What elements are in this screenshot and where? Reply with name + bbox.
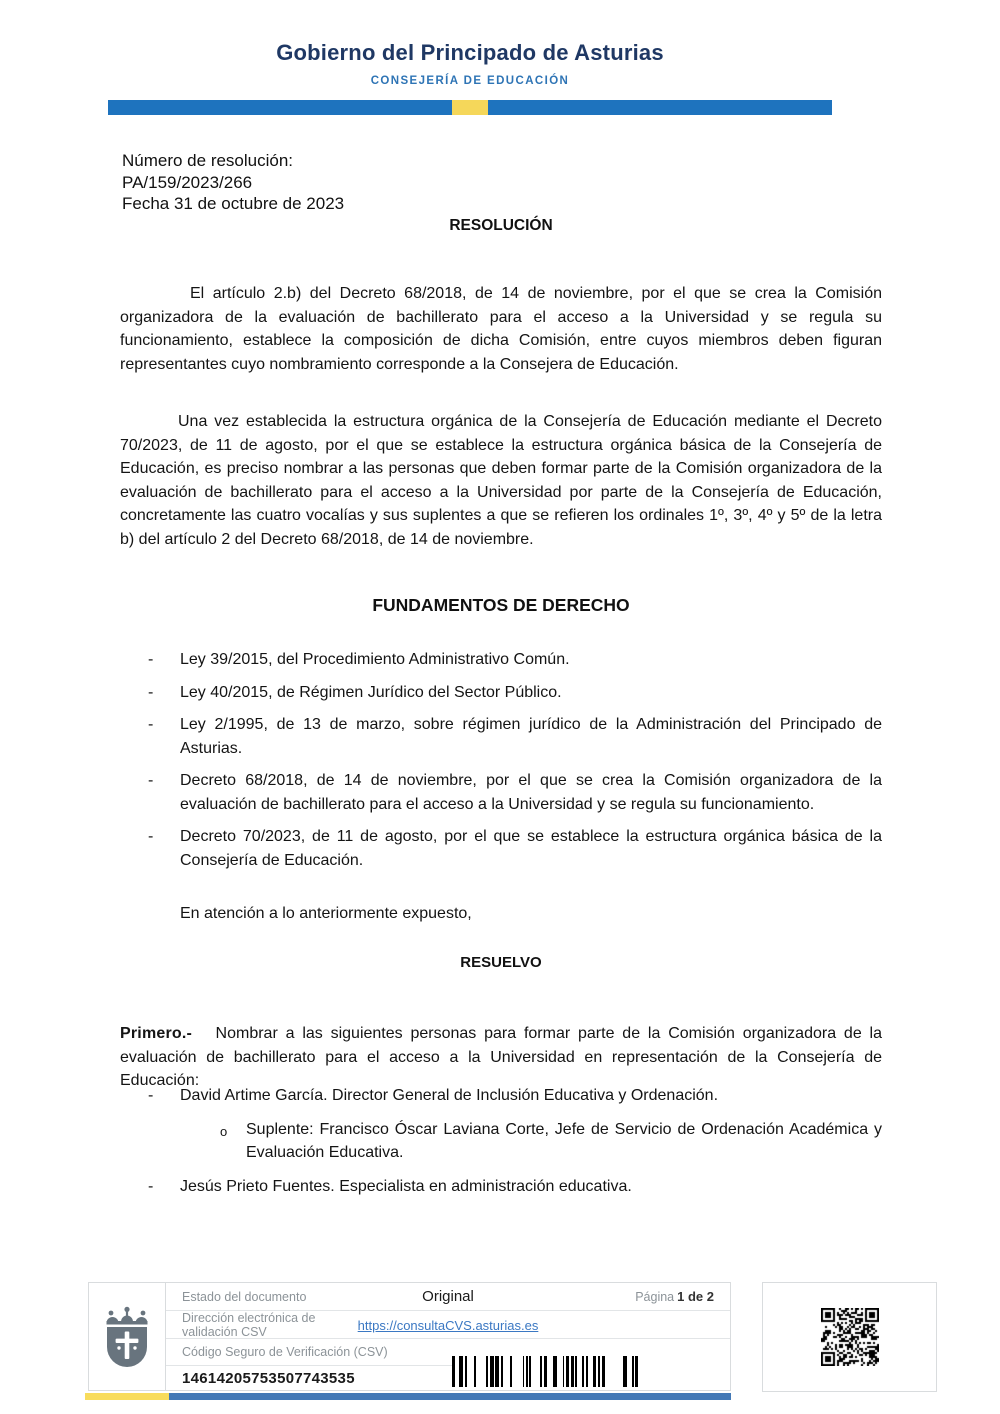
list-item	[120, 681, 882, 705]
asturias-crest	[89, 1283, 166, 1390]
table-row-csv-url	[166, 1311, 730, 1339]
csv-url-label: Dirección electrónica de validación CSV	[182, 1311, 316, 1339]
list-item	[120, 1175, 882, 1199]
substitute-item	[220, 1118, 882, 1165]
department-title: CONSEJERÍA DE EDUCACIÓN	[370, 75, 570, 87]
resolution-number: PA/159/2023/266	[122, 172, 253, 192]
fundamentos-title: FUNDAMENTOS DE DERECHO	[372, 595, 630, 615]
resolution-date: Fecha 31 de octubre de 2023	[122, 194, 345, 213]
csv-validation-link[interactable]: https://consultaCVS.asturias.es	[357, 1317, 539, 1333]
substitute-text: Suplente: Francisco Óscar Laviana Corte, Jefe de Servicio de Ordenación Académica y Evaluación Educativa.	[246, 1120, 882, 1161]
list-item	[120, 769, 882, 816]
header-bar-blue-right	[488, 100, 832, 115]
primero-text: Nombrar a las siguientes personas para formar parte de la Comisión organizadora de la evaluación de bachillerato para el acceso a la Universidad en representación de la Consejería de Educación:	[120, 1025, 883, 1089]
appointment-text: David Artime García. Director General de Inclusión Educativa y Ordenación.	[180, 1087, 719, 1104]
list-item	[120, 713, 882, 760]
resuelvo-title: RESUELVO	[460, 954, 542, 971]
government-title: Gobierno del Principado de Asturias	[276, 40, 664, 65]
dash-bullet: -	[148, 716, 154, 733]
list-item-text: Ley 39/2015, del Procedimiento Administrativo Común.	[180, 651, 570, 668]
list-item	[120, 648, 882, 672]
table-row-csv-code	[166, 1339, 730, 1390]
fundamentos-list	[120, 648, 882, 881]
status-value: Original	[422, 1288, 474, 1305]
resolution-meta	[122, 150, 344, 215]
document-verification-box	[88, 1282, 731, 1391]
header-divider-bar	[108, 100, 832, 115]
dash-bullet: -	[148, 683, 154, 701]
footer-bar-yellow	[85, 1393, 169, 1400]
paragraph-1: El artículo 2.b) del Decreto 68/2018, de 14 de noviembre, por el que se crea la Comisión organizadora de la evaluación de bachillerato para el acceso a la Universidad y se regula su funcionamiento, establece la composición de dicha Comisión, entre cuyos miembros deben figuran representantes cuyo nombramiento corresponde a la Consejera de Educación.	[120, 285, 882, 373]
appointment-text: Jesús Prieto Fuentes. Especialista en administración educativa.	[180, 1177, 632, 1195]
list-item-text: Decreto 70/2023, de 11 de agosto, por el que se establece la estructura orgánica básica de la Consejería de Educación.	[180, 828, 882, 869]
list-item-text: Ley 40/2015, de Régimen Jurídico del Sector Público.	[180, 683, 562, 701]
dash-bullet: -	[148, 1177, 154, 1195]
circle-bullet: o	[220, 1123, 228, 1139]
csv-code-label: Código Seguro de Verificación (CSV)	[182, 1345, 388, 1359]
verification-table	[166, 1283, 730, 1390]
asturias-crest-icon	[103, 1306, 151, 1368]
primero-paragraph	[120, 1022, 882, 1093]
table-row-status	[166, 1283, 730, 1311]
list-item-text: Decreto 68/2018, de 14 de noviembre, por el que se crea la Comisión organizadora de la evaluación de bachillerato para el acceso a la Universidad y se regula su funcionamiento.	[180, 772, 882, 813]
dash-bullet: -	[148, 828, 154, 845]
appointments-list	[120, 1084, 882, 1207]
qr-box	[762, 1282, 937, 1392]
resolution-number-label: Número de resolución:	[122, 151, 294, 170]
closing-line: En atención a lo anteriormente expuesto,	[180, 905, 472, 922]
qr-code	[821, 1308, 879, 1366]
footer-divider-bar	[85, 1393, 731, 1400]
header-bar-yellow	[452, 100, 488, 115]
barcode	[452, 1356, 640, 1387]
header-bar-blue-left	[108, 100, 452, 115]
list-item	[120, 825, 882, 872]
document-header	[108, 40, 832, 115]
dash-bullet: -	[148, 1087, 154, 1104]
resolution-title: RESOLUCIÓN	[449, 217, 553, 234]
status-label: Estado del documento	[182, 1289, 307, 1304]
csv-code-value: 14614205753507743535	[182, 1369, 355, 1387]
page-indicator: Página 1 de 2	[635, 1289, 714, 1304]
footer-bar-blue	[169, 1393, 731, 1400]
primero-label: Primero.-	[120, 1025, 193, 1042]
list-item	[120, 1084, 882, 1108]
list-item-text: Ley 2/1995, de 13 de marzo, sobre régimen jurídico de la Administración del Principado de Asturias.	[180, 716, 882, 757]
paragraph-2: Una vez establecida la estructura orgánica de la Consejería de Educación mediante el Decreto 70/2023, de 11 de agosto, por el que se establece la estructura orgánica básica de la Consejería de Educación, es preciso nombrar a las personas que deben formar parte de la Comisión organizadora de la evaluación de bachillerato para el acceso a la Universidad por parte de la Consejería de Educación, concretamente las cuatro vocalías y sus suplentes a que se refieren los ordinales 1º, 3º, 4º y 5º de la letra b) del artículo 2 del Decreto 68/2018, de 14 de noviembre.	[120, 413, 882, 548]
dash-bullet: -	[148, 772, 154, 789]
dash-bullet: -	[148, 651, 154, 668]
